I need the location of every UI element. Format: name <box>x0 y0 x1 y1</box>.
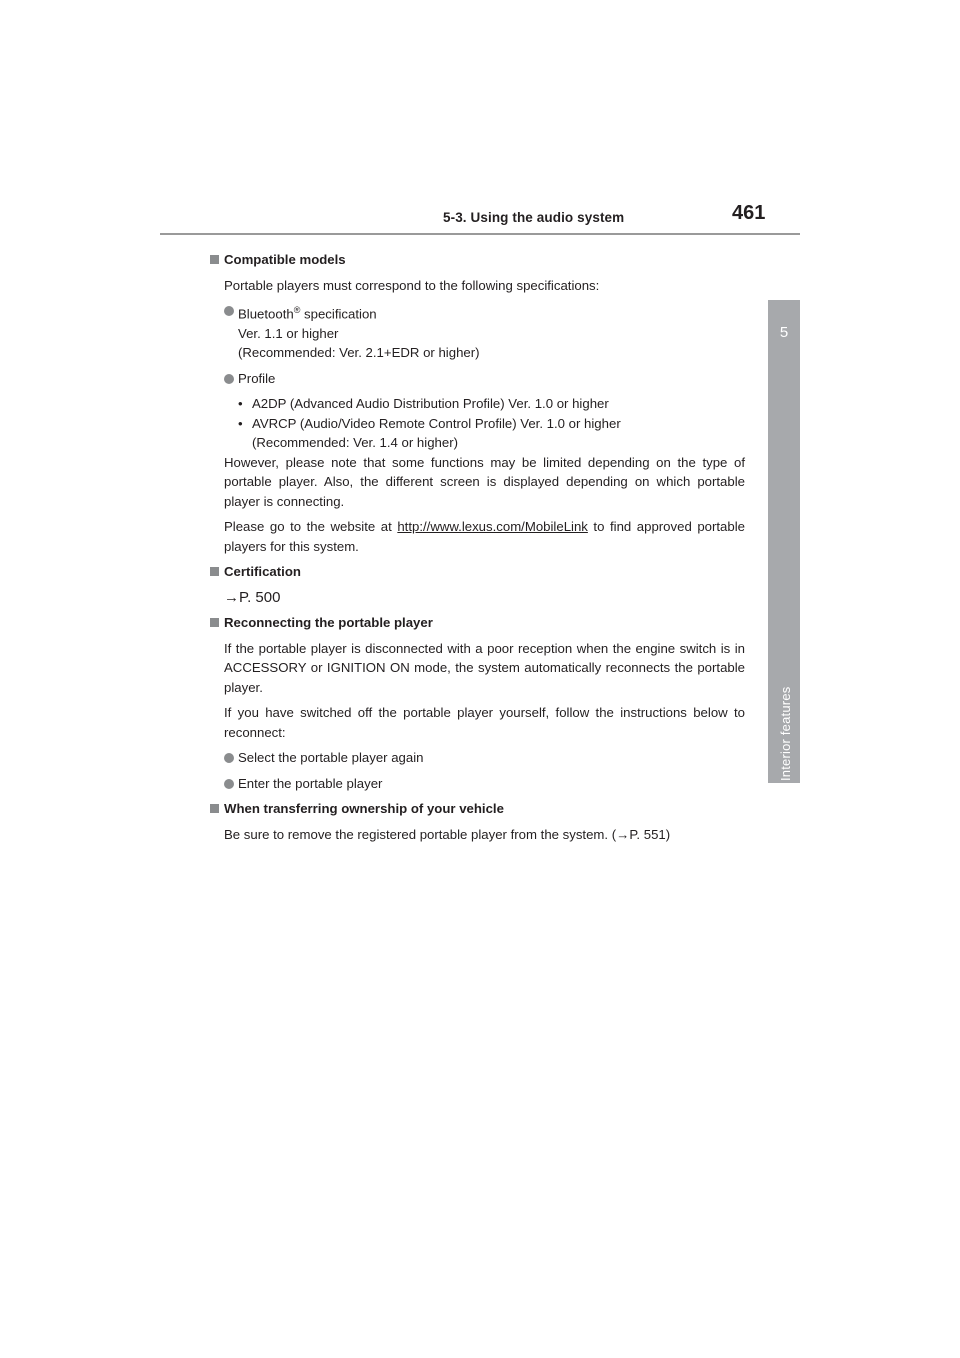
square-bullet-icon <box>210 618 219 627</box>
section-heading-reconnect: Reconnecting the portable player <box>208 613 745 633</box>
circle-bullet-icon <box>224 306 234 316</box>
circle-bullet-icon <box>224 779 234 789</box>
circle-bullet-icon <box>224 753 234 763</box>
profile-a2dp: • A2DP (Advanced Audio Distribution Profile) Ver. 1.0 or higher <box>238 396 609 412</box>
circle-bullet-icon <box>224 374 234 384</box>
transfer-text: Be sure to remove the registered portable player from the system. (→P. 551) <box>224 826 671 842</box>
certification-page-ref: →P. 500 <box>224 588 281 606</box>
reconnect-para-1: If the portable player is disconnected with a poor reception when the engine switch is in ACCESSORY or IGNITION ON mode, the system automatically reconnects the portable player. <box>224 640 745 695</box>
bluetooth-version: Ver. 1.1 or higher <box>238 325 339 341</box>
profile-avrcp: • AVRCP (Audio/Video Remote Control Profile) Ver. 1.0 or higher <box>238 415 621 431</box>
compatibility-note: However, please note that some functions may be limited depending on the type of portable player. Also, the different screen is displayed depending on which portable player is connecting. <box>224 454 745 509</box>
header-divider <box>160 233 800 235</box>
chapter-number: 5 <box>779 324 789 341</box>
list-item-bluetooth: Bluetooth® specification Ver. 1.1 or higher (Recommended: Ver. 2.1+EDR or higher) <box>208 301 745 363</box>
profile-sublist <box>208 394 745 453</box>
list-item-enter-player: Enter the portable player <box>208 774 745 794</box>
compatible-intro: Portable players must correspond to the following specifications: <box>224 277 600 293</box>
mobilelink-url[interactable]: http://www.lexus.com/MobileLink <box>397 519 588 535</box>
profile-avrcp-recommended: (Recommended: Ver. 1.4 or higher) <box>252 435 458 451</box>
square-bullet-icon <box>210 255 219 264</box>
chapter-title: Interior features <box>778 686 793 781</box>
bluetooth-recommended: (Recommended: Ver. 2.1+EDR or higher) <box>238 345 480 361</box>
chapter-tab-number-block <box>768 300 800 410</box>
square-bullet-icon <box>210 567 219 576</box>
section-heading-transfer: When transferring ownership of your vehicle <box>208 799 745 819</box>
list-item-profile: Profile <box>208 369 745 389</box>
page-number: 461 <box>732 202 766 224</box>
section-title: 5-3. Using the audio system <box>443 210 625 225</box>
square-bullet-icon <box>210 804 219 813</box>
list-item-select-player: Select the portable player again <box>208 748 745 768</box>
website-note: Please go to the website at http://www.lexus.com/MobileLink to find approved portable players for this system. <box>224 519 745 554</box>
section-heading-compatible: Compatible models <box>208 250 745 270</box>
section-heading-certification: Certification <box>208 562 745 582</box>
reconnect-para-2: If you have switched off the portable player yourself, follow the instructions below to reconnect: <box>224 705 745 740</box>
page-content <box>208 244 745 850</box>
